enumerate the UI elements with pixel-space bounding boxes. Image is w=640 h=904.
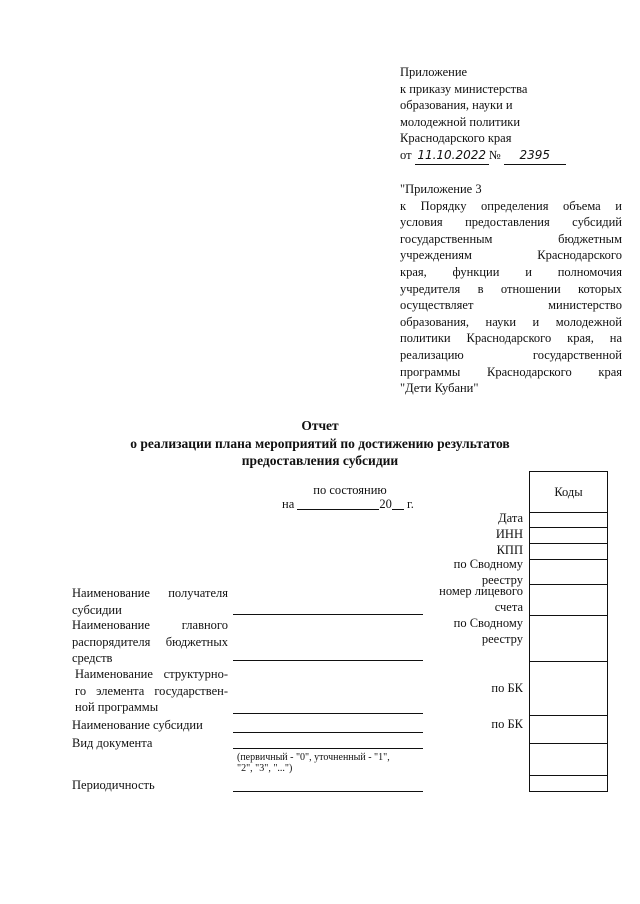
codes-divider <box>530 543 607 544</box>
codes-divider <box>530 615 607 616</box>
code-label-line: счета <box>494 599 523 614</box>
codes-divider <box>530 584 607 585</box>
field-line-recipient[interactable] <box>233 614 423 615</box>
as-of-prefix: на <box>282 497 295 511</box>
document-type-note-2: "2", "3", "...") <box>237 763 293 774</box>
appendix3-line: политики Краснодарского края, на <box>400 331 622 346</box>
appendix3-line: реализацию государственной <box>400 347 622 362</box>
as-of-date <box>282 497 414 512</box>
code-label-line: реестру <box>481 572 523 587</box>
code-label-bk-2: по БК <box>491 717 523 731</box>
code-label-kpp: КПП <box>496 543 523 557</box>
order-reference <box>400 147 620 165</box>
appendix3-line: государственным бюджетным <box>400 231 622 246</box>
codes-divider <box>530 775 607 776</box>
field-line-subsidy[interactable] <box>233 732 423 733</box>
code-label-register-2 <box>420 616 523 647</box>
order-number-label: № <box>488 147 501 162</box>
appendix3-line: к Порядку определения объема и <box>400 198 622 213</box>
code-label-date: Дата <box>498 511 523 525</box>
code-label-line: по Сводному <box>453 616 523 630</box>
appendix3-line: образования, науки и молодежной <box>400 314 622 329</box>
appendix-header <box>400 64 620 165</box>
report-subtitle-2: предоставления субсидии <box>241 453 399 468</box>
codes-divider <box>530 661 607 662</box>
appendix3-line: "Дети Кубани" <box>400 381 479 396</box>
appendix-line: молодежной политики <box>400 114 521 129</box>
appendix3-line: края, функции и полномочия <box>400 264 622 279</box>
code-label-line: по Сводному <box>453 557 523 571</box>
field-label-document-type: Вид документа <box>72 736 153 750</box>
appendix3-line: программы Краснодарского края <box>400 364 622 379</box>
appendix3-line: осуществляет министерство <box>400 298 622 313</box>
codes-divider <box>530 559 607 560</box>
date-blank[interactable] <box>297 509 379 510</box>
appendix3-line: условия предоставления субсидий <box>400 215 622 230</box>
code-label-account <box>420 584 523 615</box>
field-label-periodicity: Периодичность <box>72 778 155 792</box>
document-type-note: (первичный - "0", уточненный - "1", <box>237 752 390 763</box>
field-label-recipient: Наименование получателя субсидии <box>72 586 228 617</box>
field-label-main-manager: Наименование главного распорядителя бюджетных средств <box>72 618 228 666</box>
code-label-line: номер лицевого <box>439 584 523 598</box>
codes-header: Коды <box>554 484 583 499</box>
order-prefix: от <box>400 147 412 162</box>
code-label-bk: по БК <box>491 681 523 695</box>
field-line-structural-element[interactable] <box>233 713 423 714</box>
code-label-line: реестру <box>481 631 523 646</box>
appendix3-header <box>400 181 622 397</box>
order-date: 11.10.2022 <box>415 147 489 165</box>
report-title: Отчет <box>301 418 339 433</box>
appendix3-title: "Приложение 3 <box>400 182 482 196</box>
codes-divider <box>530 715 607 716</box>
as-of-label: по состоянию <box>313 483 387 497</box>
appendix-line: к приказу министерства <box>400 81 528 96</box>
codes-divider <box>530 527 607 528</box>
code-label-inn: ИНН <box>495 527 523 541</box>
appendix3-line: учреждениям Краснодарского <box>400 248 622 263</box>
field-line-main-manager[interactable] <box>233 660 423 661</box>
field-line-periodicity[interactable] <box>233 791 423 792</box>
appendix-line: образования, науки и <box>400 98 513 113</box>
as-of-suffix: г. <box>407 497 414 511</box>
appendix-line: Приложение <box>400 65 468 79</box>
order-number: 2395 <box>504 147 566 165</box>
codes-table <box>529 471 608 792</box>
field-line-document-type[interactable] <box>233 748 423 749</box>
field-label-subsidy: Наименование субсидии <box>72 718 203 732</box>
as-of-year: 20 <box>379 497 392 511</box>
field-label-structural-element: Наименование структурно- го элемента государствен- ной программы <box>75 667 228 715</box>
year-blank[interactable] <box>392 509 404 510</box>
codes-divider <box>530 743 607 744</box>
codes-divider <box>530 512 607 513</box>
appendix3-line: учредителя в отношении которых <box>400 281 622 296</box>
report-subtitle: о реализации плана мероприятий по достижению результатов <box>130 436 510 451</box>
appendix-line: Краснодарского края <box>400 131 512 146</box>
